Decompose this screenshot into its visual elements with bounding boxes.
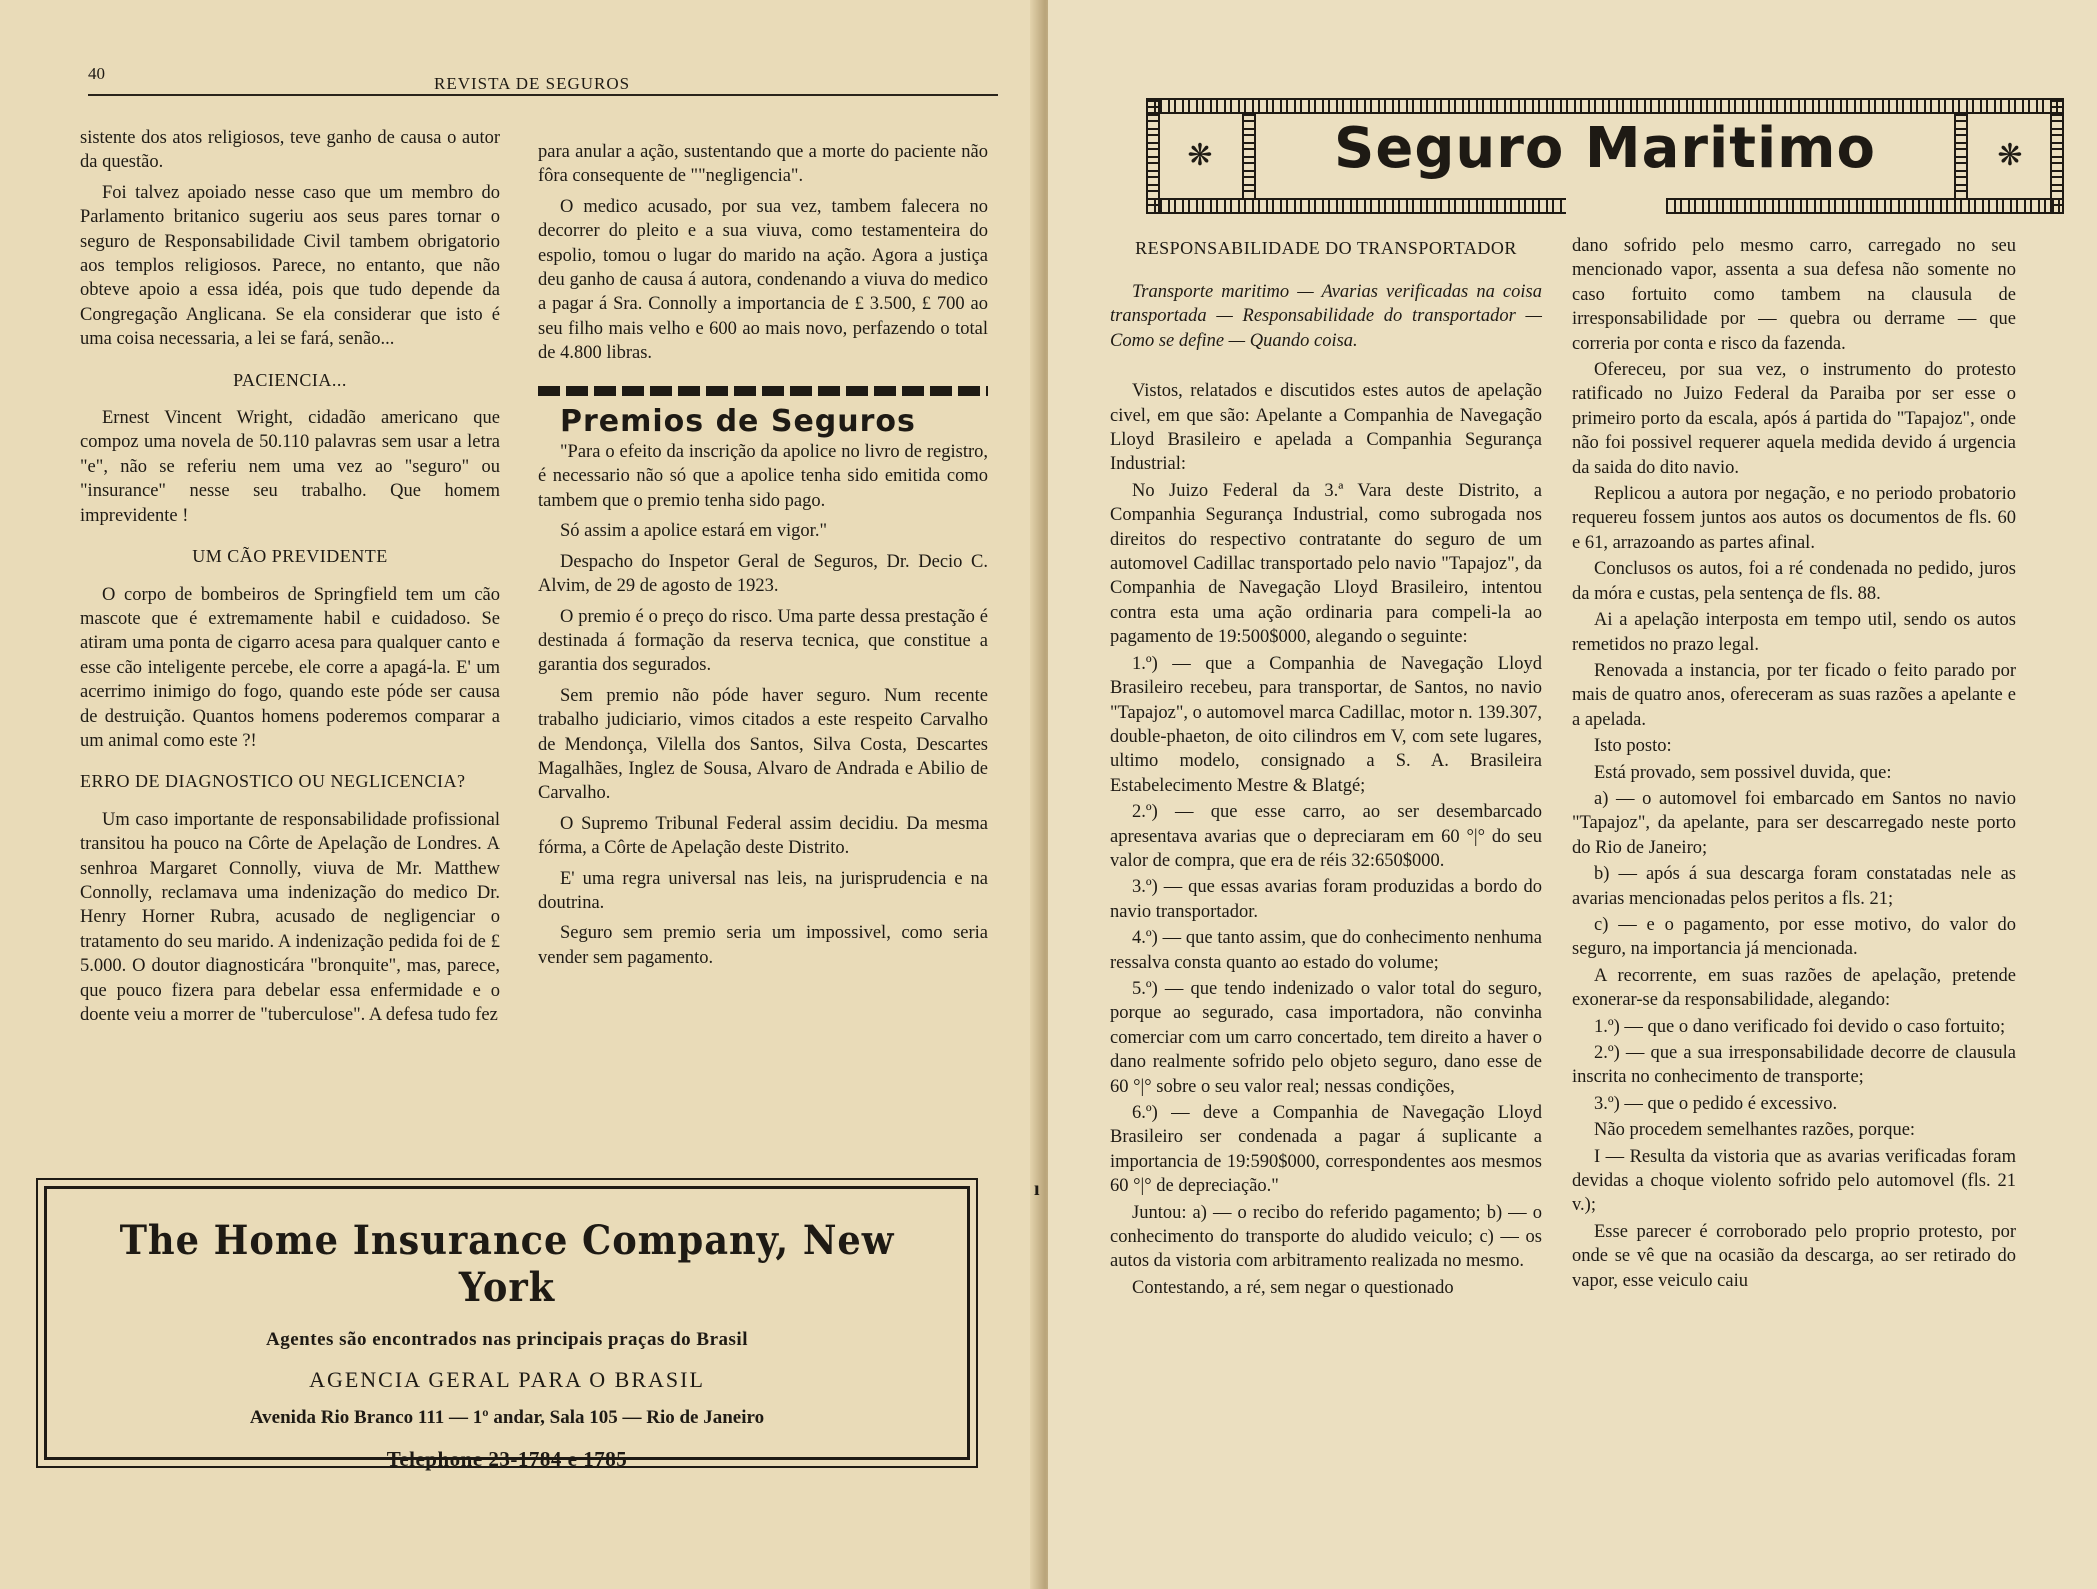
section-heading-erro: ERRO DE DIAGNOSTICO OU NEGLICENCIA?	[80, 771, 466, 792]
paragraph: Ai a apelação interposta em tempo util, sendo os autos remetidos no prazo legal.	[1572, 610, 2016, 655]
paragraph: 1.º) — que a Companhia de Navegação Lloyd Brasileiro recebeu, para transportar, de Santos, no navio "Tapajoz", o automovel marca Cadillac, motor n. 139.307, double-phaeton, de oito cilindros em V, com sete lugares, ultimo modelo, consignado a S. A. Brasileira Estabelecimento Mestre & Blatgé;	[1110, 653, 1542, 796]
paragraph: 3.º) — que o pedido é excessivo.	[1594, 1093, 1838, 1114]
paragraph: 4.º) — que tanto assim, que do conhecimento nenhuma ressalva consta quanto ao estado do volume;	[1110, 928, 1542, 973]
greek-key-border-top	[1146, 98, 2064, 114]
left-page	[0, 0, 1040, 1589]
banner-title: Seguro Maritimo	[1334, 116, 1876, 181]
paragraph: para anular a ação, sustentando que a morte do paciente não fôra consequente de ""negligencia".	[538, 142, 988, 187]
ornamental-divider	[538, 386, 988, 396]
section-heading-paciencia: PACIENCIA...	[233, 369, 347, 390]
paragraph: Seguro sem premio seria um impossivel, como seria vender sem pagamento.	[538, 923, 988, 968]
paragraph: 6.º) — deve a Companhia de Navegação Lloyd Brasileiro ser condenada a pagar á suplicante a importancia de 19:590$000, correspondentes aos mesmos 60 °|° de depreciação."	[1110, 1103, 1542, 1197]
section-banner	[1146, 98, 2064, 216]
paragraph: Isto posto:	[1594, 736, 1672, 757]
paragraph: Esse parecer é corroborado pelo proprio protesto, por onde se vê que na ocasião da descarga, ao ser retirado do vapor, esse veiculo caiu	[1572, 1221, 2016, 1291]
paragraph: Só assim a apolice estará em vigor."	[560, 521, 827, 542]
paragraph: Sem premio não póde haver seguro. Num recente trabalho judiciario, vimos citados a este respeito Carvalho de Mendonça, Vilella dos Santos, Silva Costa, Descartes Magalhães, Inglez de Sousa, Alvaro de Andrada e Abilio de Carvalho.	[538, 685, 988, 804]
paragraph: O corpo de bombeiros de Springfield tem um cão mascote que é extremamente habil e cuidadoso. Se atiram uma ponta de cigarro acesa para qualquer canto e esse cão inteligente percebe, ele corre a apagá-la. E' um acerrimo inimigo do fogo, quando este póde ser causa de destruição. Quantos homens poderemos comparar a um animal como este ?!	[80, 584, 500, 751]
ad-title: The Home Insurance Company, New York	[119, 1217, 895, 1311]
paragraph: 5.º) — que tendo indenizado o valor total do seguro, porque ao segurado, casa importadora, não convinha comerciar com um carro concertado, tem direito a haver o dano realmente sofrido pelo objeto seguro, dano esse de 60 °|° sobre o seu valor real; nessas condições,	[1110, 978, 1542, 1097]
article-summary: Transporte maritimo — Avarias verificadas na coisa transportada — Responsabilidade do transportador — Como se define — Quando coisa.	[1110, 282, 1542, 351]
paragraph: Replicou a autora por negação, e no periodo probatorio requereu fossem juntos aos autos os documentos de fls. 60 e 61, arrazoando as partes afinal.	[1572, 484, 2016, 553]
article-heading: RESPONSABILIDADE DO TRANSPORTADOR	[1135, 238, 1517, 258]
paragraph: E' uma regra universal nas leis, na jurisprudencia e na doutrina.	[538, 868, 988, 913]
paragraph: Ernest Vincent Wright, cidadão americano que compoz uma novela de 50.110 palavras sem usar a letra "e", não se referiu nem uma vez ao "seguro" ou "insurance" nesse seu trabalho. Que homem imprevidente !	[80, 408, 500, 526]
paragraph: I — Resulta da vistoria que as avarias verificadas foram devidas a choque violento sofrido pelo automovel (fls. 21 v.);	[1572, 1146, 2016, 1216]
paragraph: Renovada a instancia, por ter ficado o feito parado por mais de quatro anos, ofereceram as suas razões a apelante e a apelada.	[1572, 660, 2016, 730]
premios-heading: Premios de Seguros	[560, 403, 916, 439]
paragraph: Conclusos os autos, foi a ré condenada no pedido, juros da móra e custas, pela sentença de fls. 88.	[1572, 559, 2016, 604]
ad-address-line: Avenida Rio Branco 111 — 1º andar, Sala 105 — Rio de Janeiro	[249, 1407, 765, 1428]
greek-key-border-bottom-right	[1666, 198, 2064, 214]
paragraph: b) — após á sua descarga foram constatadas nele as avarias mencionadas pelos peritos a fls. 21;	[1572, 864, 2016, 909]
paragraph: Um caso importante de responsabilidade profissional transitou ha pouco na Côrte de Apelação de Londres. A senhroa Margaret Connolly, viuva de Mr. Matthew Connolly, reclamava uma indenização do medico Dr. Henry Horner Rubra, acusado de negligenciar o tratamento do seu marido. A indenização pedida foi de £ 5.000. O doutor diagnosticára "bronquite", mas, parece, que pouco fizera para debelar essa enfermidade e o doente veiu a morrer de "tuberculose". A defesa tudo fez	[80, 809, 500, 1025]
paragraph: Vistos, relatados e discutidos estes autos de apelação civel, em que são: Apelante a Companhia de Navegação Lloyd Brasileiro e apelada a Companhia Segurança Industrial:	[1110, 381, 1542, 475]
right-column-1	[1110, 236, 1542, 1302]
ad-telephone-line: Telephone 23-1784 e 1785	[386, 1447, 628, 1471]
left-column-1	[80, 126, 500, 1033]
paragraph: O medico acusado, por sua vez, tambem falecera no decorrer do pleito e a sua viuva, como testamenteira do espolio, tomou o lugar do marido na ação. Agora a justiça deu ganho de causa á autora, condenando a viuva do medico a pagar á Sra. Connolly a importancia de £ 3.500, £ 700 ao seu filho mais velho e 600 ao mais novo, perfazendo o total de 4.800 libras.	[538, 196, 988, 364]
ad-agents-line: Agentes são encontrados nas principais praças do Brasil	[266, 1329, 748, 1350]
paragraph: sistente dos atos religiosos, teve ganho de causa o autor da questão.	[80, 128, 500, 173]
page-number: 40	[88, 64, 105, 83]
paragraph: dano sofrido pelo mesmo carro, carregado no seu mencionado vapor, assenta a sua defesa não somente no caso fortuito como tambem na clausula de irresponsabilidade por — quebra ou derrame — que correria por conta e risco da fazenda.	[1572, 236, 2016, 354]
paragraph: Foi talvez apoiado nesse caso que um membro do Parlamento britanico sugeriu aos seus pares tornar o seguro de Responsabilidade Civil tambem obrigatorio aos templos religiosos. Parece, no entanto, que não obteve apoio a essa idéa, pois que tudo depende da Congregação Anglicana. Se ela considerar que isto é uma coisa necessaria, a lei se fará, senão...	[80, 182, 500, 350]
paragraph: 2.º) — que a sua irresponsabilidade decorre de clausula inscrita no conhecimento de transporte;	[1572, 1043, 2016, 1088]
paragraph: c) — e o pagamento, por esse motivo, do valor do seguro, na importancia já mencionada.	[1572, 914, 2016, 960]
greek-key-border-bottom-left	[1146, 198, 1566, 214]
paragraph: O Supremo Tribunal Federal assim decidiu. Da mesma fórma, a Côrte de Apelação deste Distrito.	[538, 813, 988, 859]
paragraph: Não procedem semelhantes razões, porque:	[1594, 1120, 1916, 1141]
right-page	[1048, 0, 2097, 1589]
section-heading-cao: UM CÃO PREVIDENTE	[192, 546, 388, 567]
ornament-flower-icon: ❋	[1187, 138, 1213, 173]
paragraph: A recorrente, em suas razões de apelação, pretende exonerar-se da responsabilidade, alegando:	[1572, 965, 2016, 1011]
paragraph: O premio é o preço do risco. Uma parte dessa prestação é destinada á formação da reserva tecnica, que constitue a garantia dos segurados.	[538, 606, 988, 676]
paragraph: Contestando, a ré, sem negar o questionado	[1132, 1277, 1454, 1298]
ad-agency-line: AGENCIA GERAL PARA O BRASIL	[309, 1367, 705, 1392]
paragraph: a) — o automovel foi embarcado em Santos no navio "Tapajoz", da apelante, para ser descarregado neste porto do Rio de Janeiro;	[1572, 788, 2016, 858]
paragraph: 2.º) — que esse carro, ao ser desembarcado apresentava avarias que o depreciaram em 60 °|° do seu valor de compra, que era de réis 32:650$000.	[1110, 802, 1542, 871]
paragraph: 3.º) — que essas avarias foram produzidas a bordo do navio transportador.	[1110, 877, 1542, 922]
paragraph: 1.º) — que o dano verificado foi devido o caso fortuito;	[1594, 1016, 2006, 1037]
paragraph: Está provado, sem possivel duvida, que:	[1594, 762, 1892, 783]
paragraph: Despacho do Inspetor Geral de Seguros, Dr. Decio C. Alvim, de 29 de agosto de 1923.	[538, 551, 988, 597]
paragraph: "Para o efeito da inscrição da apolice no livro de registro, é necessario não só que a apolice tenha sido emitida como tambem que o premio tenha sido pago.	[538, 442, 988, 511]
paragraph: No Juizo Federal da 3.ª Vara deste Distrito, a Companhia Segurança Industrial, como subrogada nos direitos do respectivo contratante do seguro de um automovel Cadillac transportado pelo navio "Tapajoz", da Companhia de Navegação Lloyd Brasileiro, intentou contra esta uma ação ordinaria para compeli-la ao pagamento de 19:500$000, alegando o seguinte:	[1110, 480, 1542, 648]
paragraph: Juntou: a) — o recibo do referido pagamento; b) — o conhecimento do transporte do aludido veiculo; c) — os autos da vistoria com arbitramento realizada no mesmo.	[1110, 1202, 1542, 1272]
page-header	[88, 60, 998, 96]
right-column-2	[1572, 234, 2016, 1295]
margin-mark: ı	[1034, 1178, 1040, 1200]
paragraph: Ofereceu, por sua vez, o instrumento do protesto ratificado no Juizo Federal da Paraiba por ser esse o primeiro porto da escala, após á partida do "Tapajoz", onde não foi possivel requerer aquela medida devido á urgencia da saida do dito navio.	[1572, 360, 2016, 478]
left-column-2	[538, 140, 988, 976]
ornament-flower-icon: ❋	[1997, 138, 2023, 173]
insurance-advertisement	[44, 1186, 970, 1471]
running-title: REVISTA DE SEGUROS	[434, 74, 631, 93]
